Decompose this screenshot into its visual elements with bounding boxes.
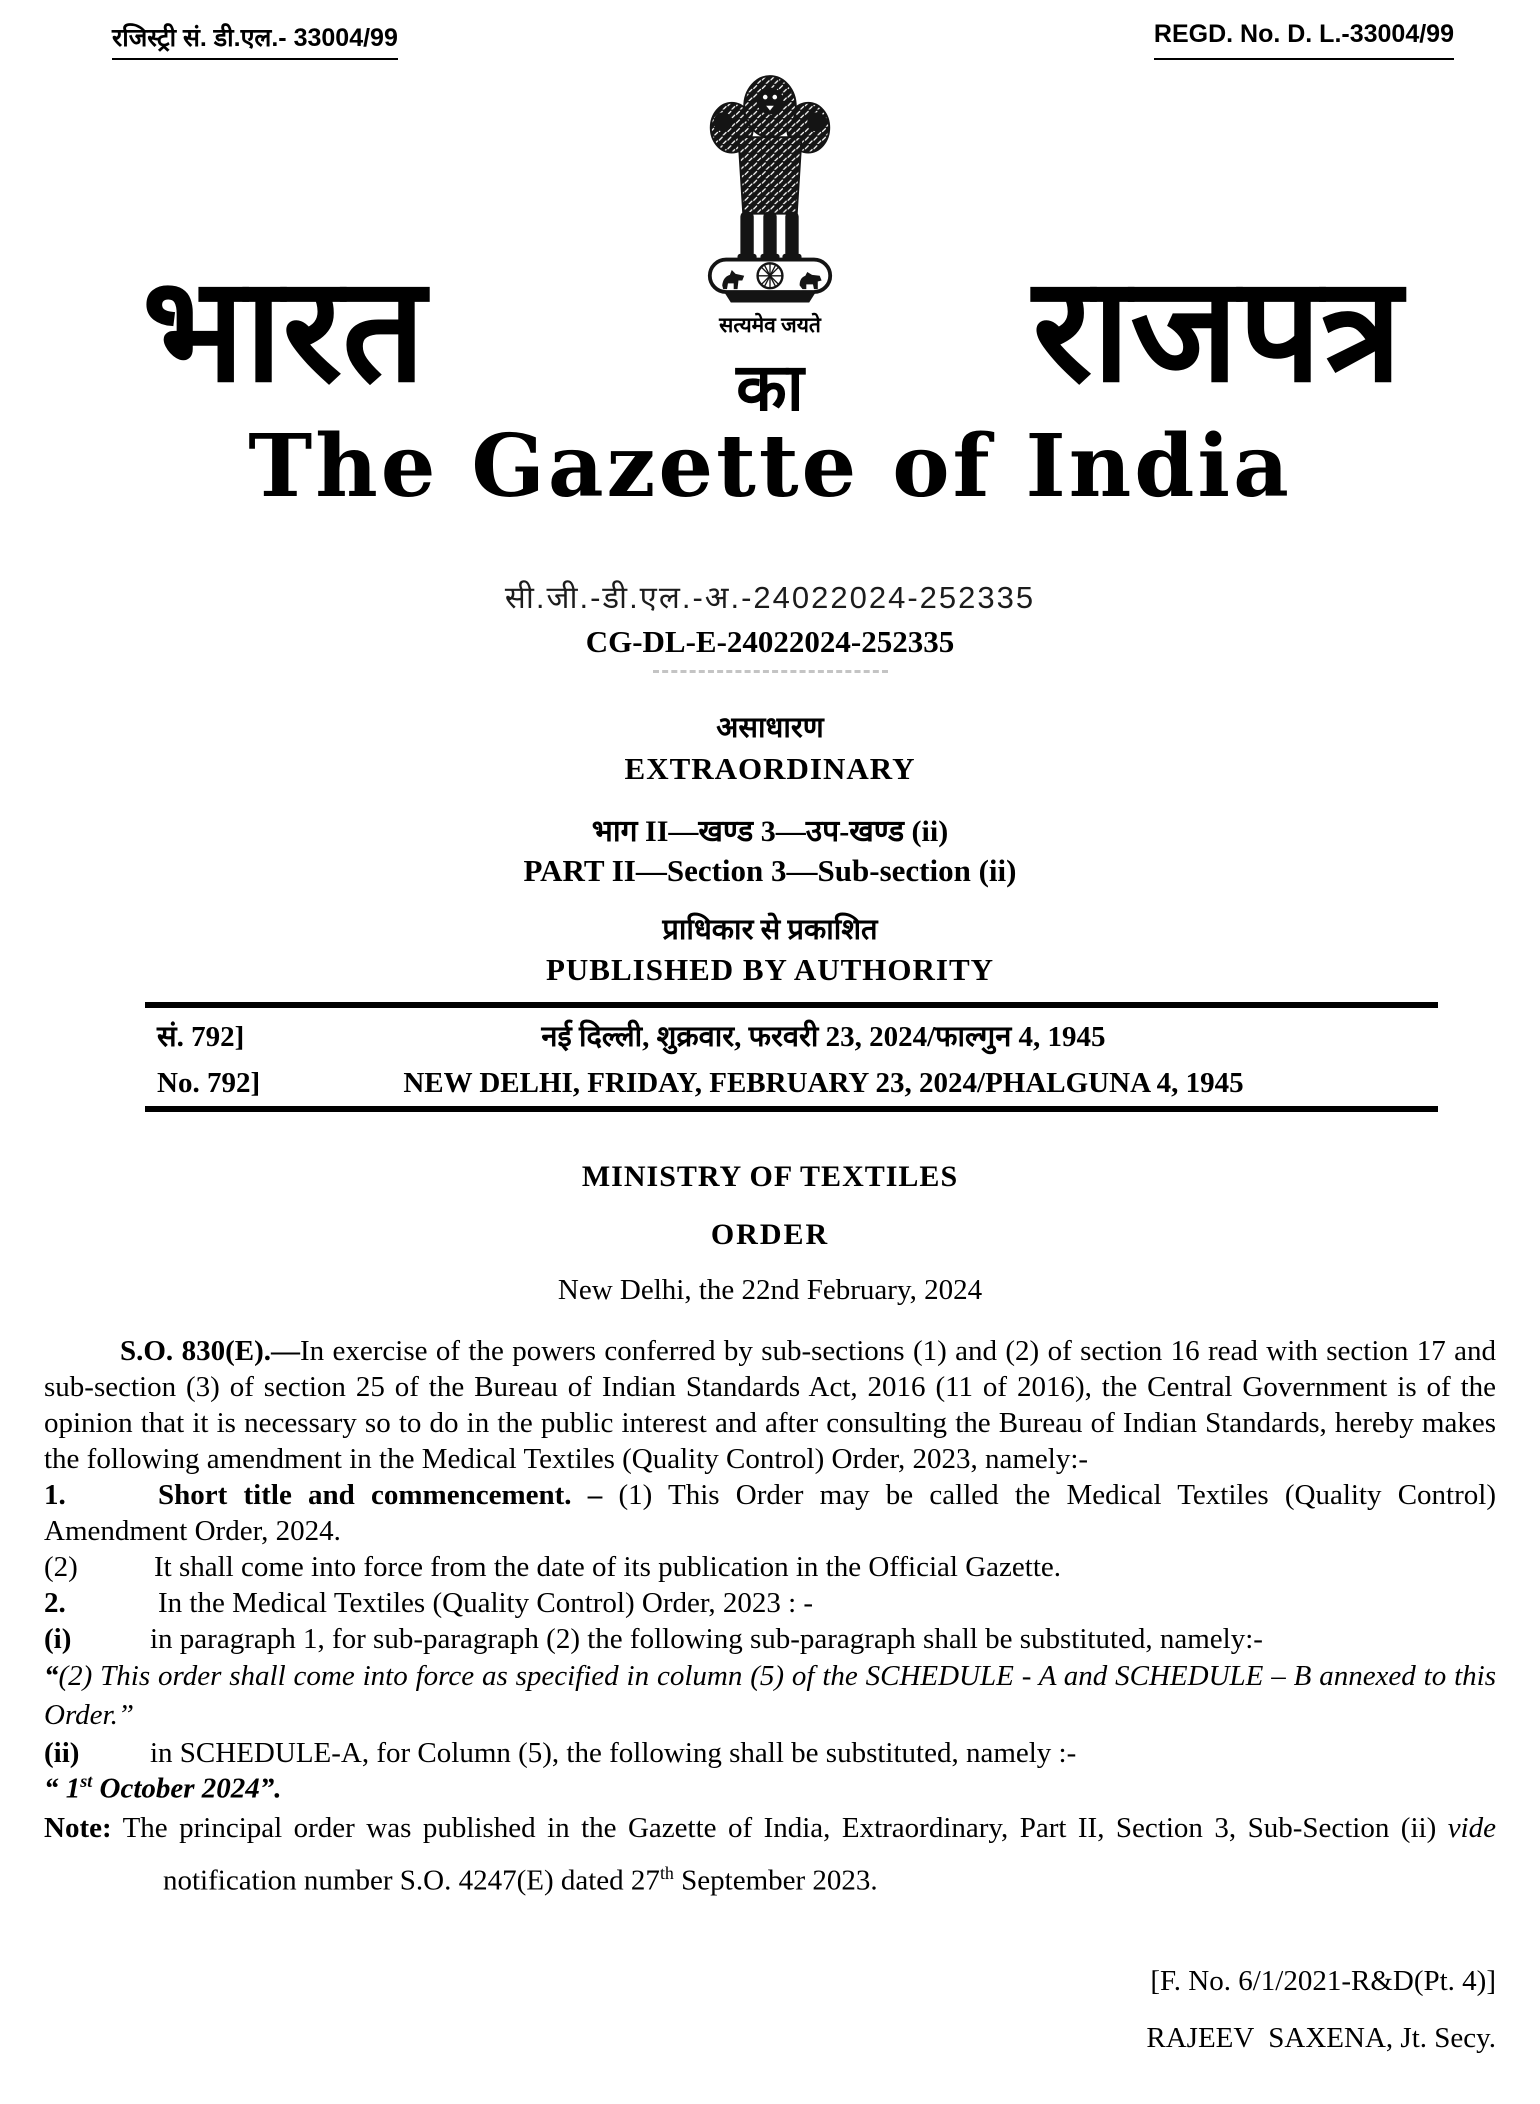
note-vide: vide (1447, 1811, 1496, 1844)
substituted-date-quote (44, 1771, 1496, 1806)
ministry-title: MINISTRY OF TEXTILES (581, 1160, 959, 1193)
clause-number: 2. (44, 1587, 66, 1619)
extraordinary-label-english: EXTRAORDINARY (624, 751, 916, 786)
quote-paragraph (44, 1657, 1496, 1735)
masthead-title-hindi-middle: का (736, 352, 804, 425)
extraordinary-label-hindi: असाधारण (716, 712, 824, 744)
item-i (44, 1621, 1496, 1657)
clause-2 (44, 1585, 1496, 1621)
issue-row-english (157, 1067, 1438, 1100)
note-text-3: September 2023. (673, 1864, 878, 1897)
file-number: [F. No. 6/1/2021-R&D(Pt. 4)] (1150, 1965, 1496, 1998)
item-roman-number: (i) (44, 1623, 72, 1655)
issue-date-english: NEW DELHI, FRIDAY, FEBRUARY 23, 2024/PHALGUNA 4, 1945 (403, 1067, 1244, 1099)
clause-number: 1. (44, 1479, 66, 1511)
emblem-motto: सत्यमेव जयते (719, 313, 821, 337)
note-text: The principal order was published in the Gazette of India, Extraordinary, Part II, Section 3, Sub-Section (ii) (111, 1811, 1448, 1844)
part-label-hindi: भाग II—खण्ड 3—उप-खण्ड (ii) (591, 815, 949, 848)
emblem-block (675, 66, 865, 339)
note-text-2: notification number S.O. 4247(E) dated 27 (163, 1864, 660, 1897)
signature-block (0, 1965, 1496, 2055)
so-paragraph (44, 1333, 1496, 1477)
cg-number-hindi: सी.जी.-डी.एल.-अ.-24022024-252335 (504, 580, 1036, 615)
registry-header (0, 0, 1540, 60)
clause-1-text: (1) This Order may be called the Medical Textiles (Quality Control) Amendment Order, 2024. (44, 1479, 1496, 1547)
registry-number-english: REGD. No. D. L.-33004/99 (1154, 20, 1454, 60)
masthead-title-hindi-right: राजपत्र (1032, 250, 1402, 412)
quote-open-mark: “ (44, 1660, 59, 1692)
issue-date-hindi: नई दिल्ली, शुक्रवार, फरवरी 23, 2024/फाल्गुन 4, 1945 (541, 1021, 1106, 1053)
part-label-english: PART II—Section 3—Sub-section (ii) (523, 853, 1017, 888)
item-ii (44, 1735, 1496, 1771)
place-date-line: New Delhi, the 22nd February, 2024 (557, 1274, 983, 1306)
item-ii-text: in SCHEDULE-A, for Column (5), the following shall be substituted, namely :- (150, 1737, 1077, 1769)
quote-text: (2) This order shall come into force as specified in column (5) of the SCHEDULE - A and SCHEDULE – B annexed to this Order.” (44, 1660, 1496, 1731)
clause-2-text: In the Medical Textiles (Quality Control) Order, 2023 : - (158, 1587, 814, 1619)
sub-clause-text: It shall come into force from the date of its publication in the Official Gazette. (154, 1551, 1062, 1583)
authority-label-hindi: प्राधिकार से प्रकाशित (662, 914, 878, 946)
double-rule-bottom (145, 1106, 1438, 1112)
note-paragraph (44, 1806, 1496, 1904)
separator-dashes (653, 670, 888, 673)
issue-row-hindi (157, 1016, 1438, 1055)
substituted-date-post: October 2024”. (92, 1772, 282, 1805)
so-number: S.O. 830(E).— (120, 1335, 300, 1367)
order-label: ORDER (710, 1218, 830, 1251)
signatory-name: RAJEEV SAXENA, Jt. Secy. (1146, 2022, 1496, 2055)
sub-clause-number: (2) (44, 1551, 78, 1583)
masthead-title-hindi-left: भारत (142, 250, 426, 412)
item-i-text: in paragraph 1, for sub-paragraph (2) the following sub-paragraph shall be substituted, namely:- (150, 1623, 1263, 1655)
clause-1 (44, 1477, 1496, 1549)
issue-number-hindi: सं. 792] (157, 1021, 245, 1053)
note-label: Note: (44, 1811, 112, 1844)
ordinal-superscript: st (80, 1771, 93, 1791)
gazette-title-english: The Gazette of India (248, 416, 1292, 517)
order-body (44, 1333, 1496, 1903)
state-emblem-icon (684, 66, 856, 304)
issue-number-english: No. 792] (157, 1067, 261, 1099)
authority-label-english: PUBLISHED BY AUTHORITY (545, 952, 995, 987)
ordinal-superscript: th (659, 1862, 674, 1883)
clause-1-sub-2 (44, 1549, 1496, 1585)
registry-number-hindi: रजिस्ट्री सं. डी.एल.- 33004/99 (112, 20, 398, 60)
so-body-text: In exercise of the powers conferred by sub-sections (1) and (2) of section 16 read with section 17 and sub-section (3) of section 25 of the Bureau of Indian Standards Act, 2016 (11 of 2016), the Central Government is of the opinion that it is necessary so to do in the public interest and after consulting the Bureau of Indian Standards, hereby makes the following amendment in the Medical Textiles (Quality Control) Order, 2023, namely:- (44, 1335, 1497, 1475)
issue-bar (145, 1002, 1438, 1112)
masthead (0, 66, 1540, 524)
item-roman-number: (ii) (44, 1737, 80, 1769)
clause-1-title: Short title and commencement. – (158, 1479, 603, 1511)
substituted-date-pre: “ 1 (44, 1772, 81, 1805)
cg-number-english: CG-DL-E-24022024-252335 (585, 624, 955, 659)
